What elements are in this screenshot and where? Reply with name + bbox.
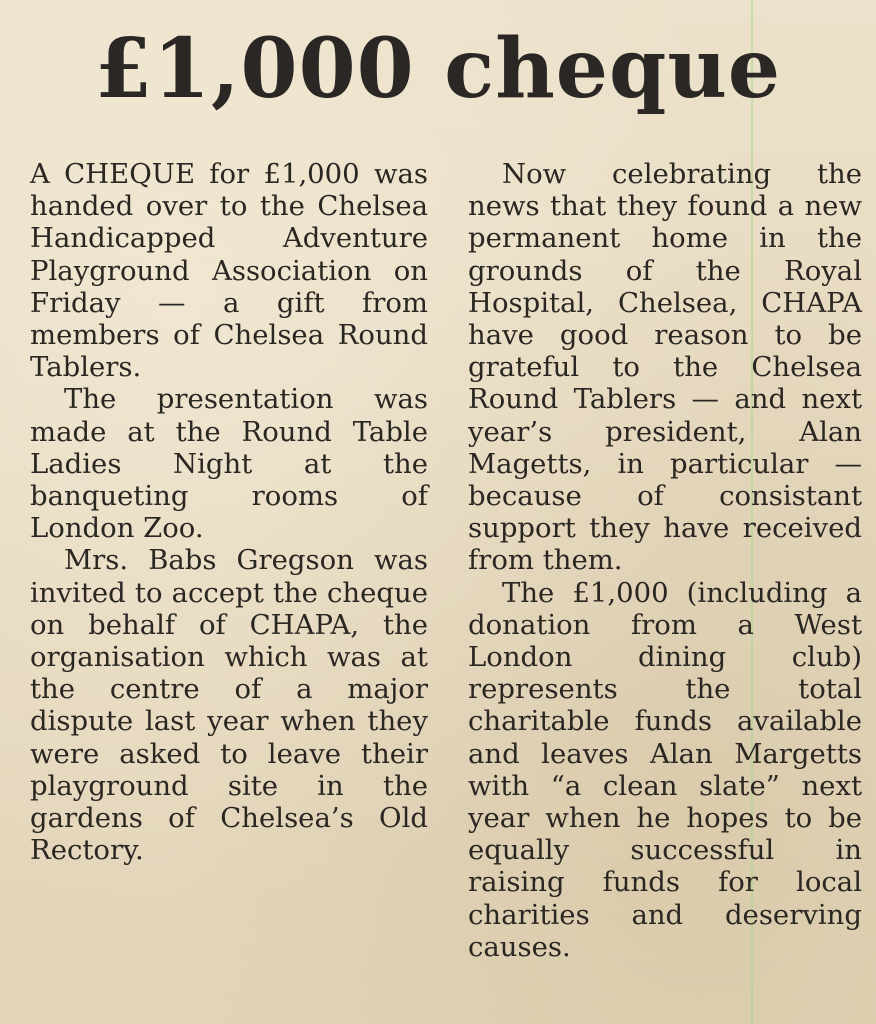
paragraph-gregson: Mrs. Babs Gregson was invited to accept the cheque on behalf of CHAPA, the organisation which was at the centre of a major dispute last year when they were asked to leave their playground site in the gardens of Chelsea’s Old Rectory. — [30, 544, 428, 867]
paragraph-presentation: The presentation was made at the Round Table Ladies Night at the banqueting rooms of London Zoo. — [30, 383, 428, 545]
paragraph-intro: A CHEQUE for £1,000 was handed over to the Chelsea Handicapped Adventure Playground Association on Friday — a gift from members of Chelsea Round Tablers. — [30, 158, 428, 384]
paragraph-funds: The £1,000 (including a donation from a West London dining club) represents the total charitable funds available and leaves Alan Margetts with “a clean slate” next year when he hopes to be equally successful in raising funds for local charities and deserving causes. — [468, 576, 862, 963]
left-column — [30, 158, 428, 866]
headline: £1,000 cheque — [94, 21, 782, 117]
paragraph-celebrating: Now celebrating the news that they found a new permanent home in the grounds of the Royal Hospital, Chelsea, CHAPA have good reason to be grateful to the Chelsea Round Tablers — and next year’s president, Alan Magetts, in particular — because of consistant support they have received from them. — [468, 158, 862, 577]
right-column — [468, 158, 862, 963]
